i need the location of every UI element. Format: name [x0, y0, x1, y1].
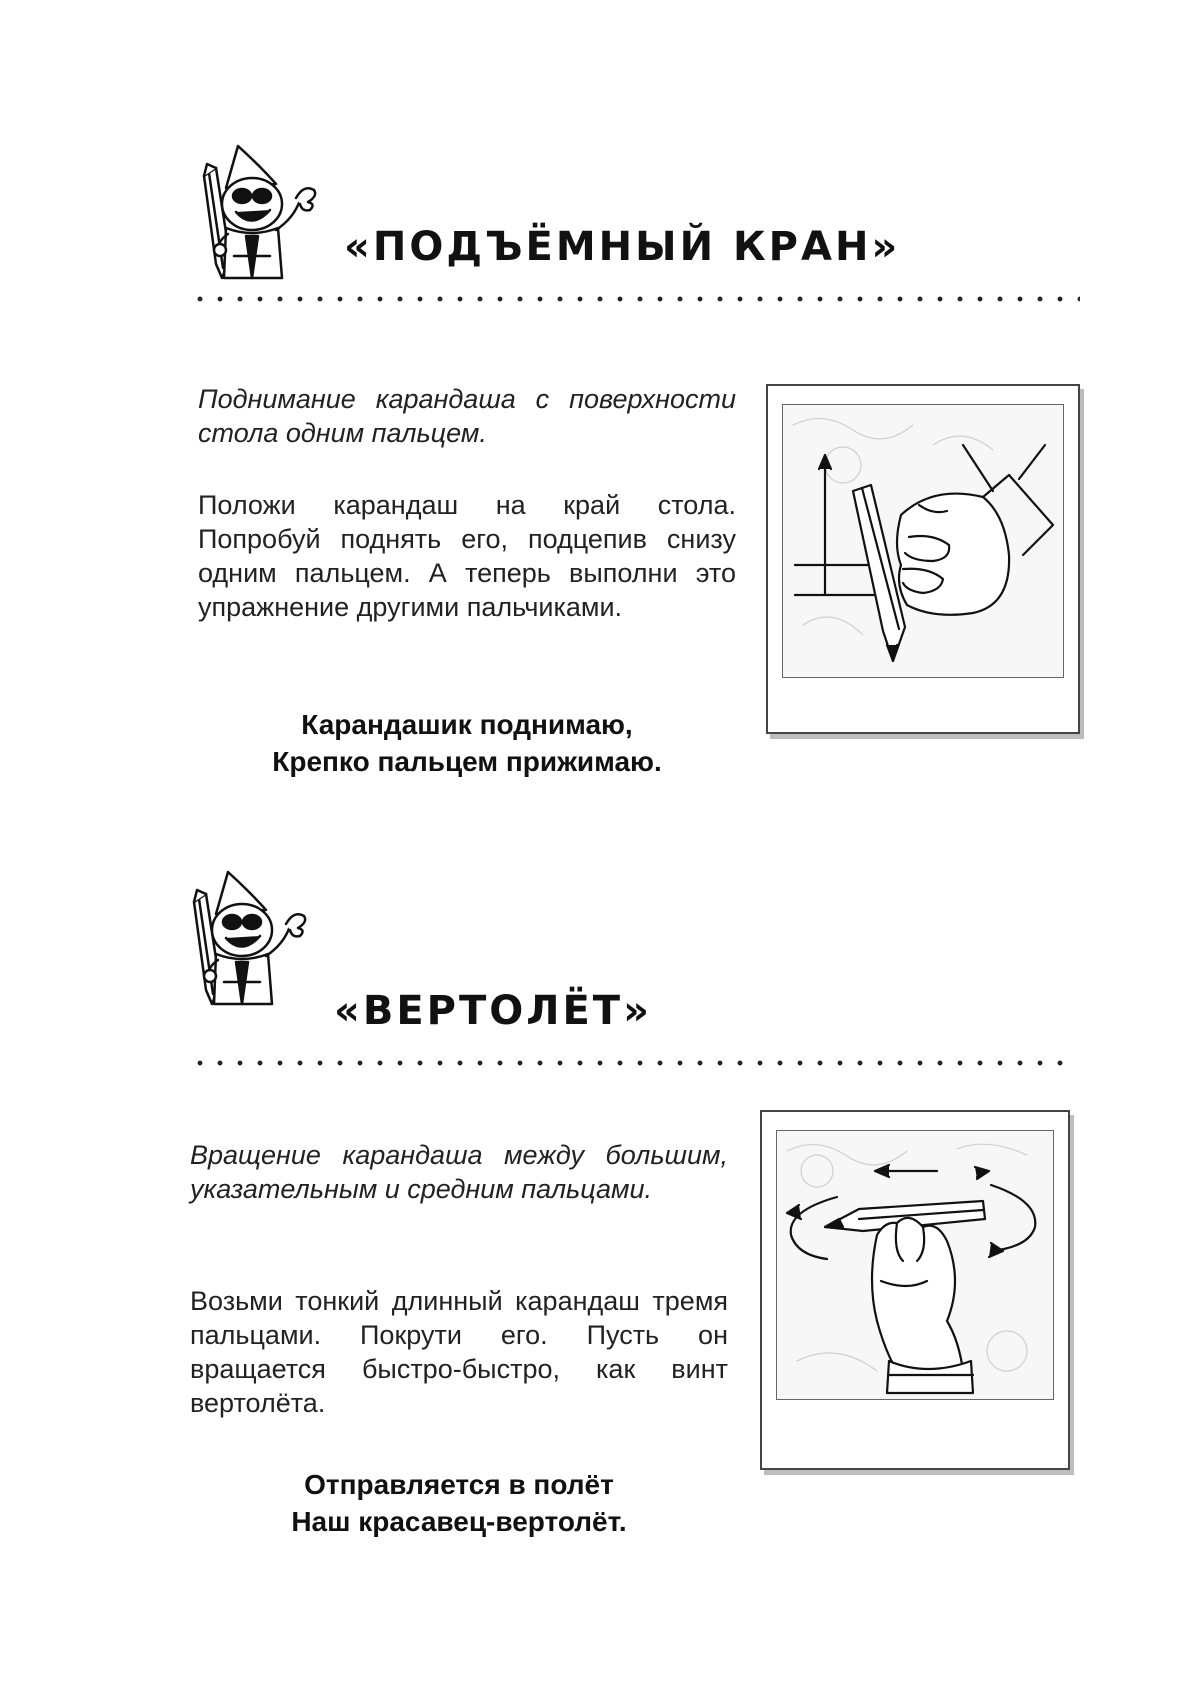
exercise-helicopter	[0, 820, 1200, 1696]
exercise-illustration	[760, 1110, 1070, 1470]
dotted-divider	[190, 296, 1080, 302]
exercise-rhyme	[190, 1466, 728, 1540]
illustration-frame	[782, 404, 1064, 678]
exercise-instructions: Возьми тонкий длинный карандаш тремя пальцами. Покрути его. Пусть он вращается быстро-быстро, как винт вертолёта.	[190, 1286, 728, 1418]
hand-spinning-pencil-icon	[777, 1131, 1053, 1399]
rhyme-line: Карандашик поднимаю,	[301, 709, 633, 740]
pencil-mascot-icon	[186, 864, 316, 1014]
exercise-title: «ПОДЪЁМНЫЙ КРАН»	[344, 224, 901, 270]
rhyme-line: Крепко пальцем прижимаю.	[272, 746, 662, 777]
rhyme-line: Отправляется в полёт	[304, 1469, 614, 1500]
exercise-intro: Вращение карандаша между большим, указательным и средним пальцами.	[190, 1140, 728, 1204]
exercise-rhyme	[198, 706, 736, 780]
pencil-mascot-icon	[196, 138, 326, 288]
dotted-divider	[190, 1060, 1070, 1066]
hand-lifting-pencil-icon	[783, 405, 1063, 677]
rhyme-line: Наш красавец-вертолёт.	[291, 1506, 627, 1537]
exercise-illustration	[766, 384, 1080, 734]
exercise-crane	[0, 0, 1200, 820]
exercise-instructions: Положи карандаш на край стола. Попробуй поднять его, подцепив снизу одним пальцем. А теперь выполни это упражнение другими пальчиками.	[198, 490, 736, 622]
illustration-frame	[776, 1130, 1054, 1400]
exercise-title: «ВЕРТОЛЁТ»	[334, 988, 652, 1034]
exercise-intro: Поднимание карандаша с поверхности стола одним пальцем.	[198, 384, 736, 448]
